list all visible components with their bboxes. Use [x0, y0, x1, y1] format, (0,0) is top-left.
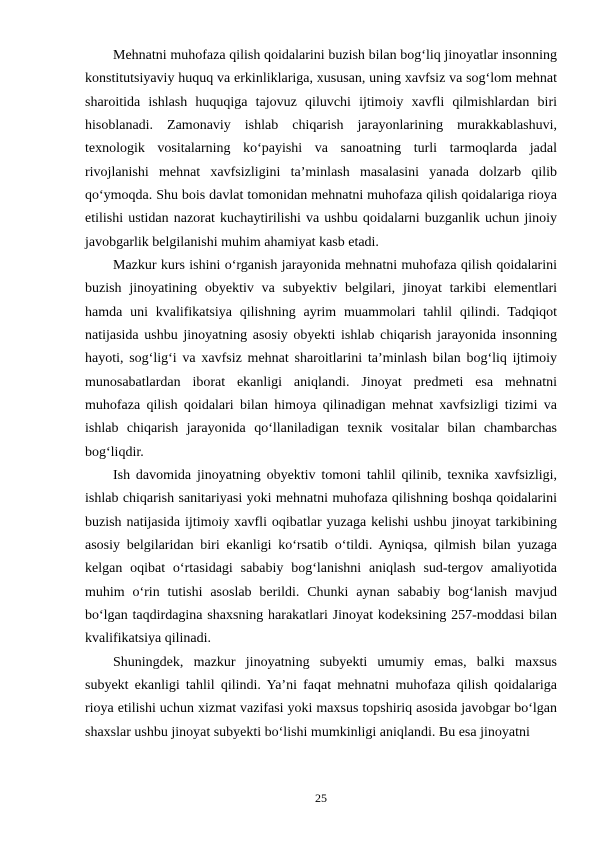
paragraph-1: Mehnatni muhofaza qilish qoidalarini buzish bilan bog‘liq jinoyatlar insonning konstitutsiyaviy huquq va erkinliklariga, xususan, uning xavfsiz va sog‘lom mehnat sharoitida ishlash huquqiga tajovuz qiluvchi ijtimoiy xavfli qilmishlardan biri hisoblanadi. Zamonaviy ishlab chiqarish jarayonlarining murakkablashuvi, texnologik vositalarning ko‘payishi va sanoatning turli tarmoqlarda jadal rivojlanishi mehnat xavfsizligini ta’minlash masalasini yanada dolzarb qilib qo‘ymoqda. Shu bois davlat tomonidan mehnatni muhofaza qilish qoidalariga rioya etilishi ustidan nazorat kuchaytirilishi va ushbu qoidalarni buzganlik uchun jinoiy javobgarlik belgilanishi muhim ahamiyat kasb etadi. — [85, 48, 557, 250]
paragraph-2: Mazkur kurs ishini o‘rganish jarayonida mehnatni muhofaza qilish qoidalarini buzish jinoyatining obyektiv va subyektiv belgilari, jinoyat tarkibi elementlari hamda uni kvalifikatsiya qilishning ayrim muammolari tahlil qilindi. Tadqiqot natijasida ushbu jinoyatning asosiy obyekti ishlab chiqarish jarayonida insonning hayoti, sog‘lig‘i va xavfsiz mehnat sharoitlarini ta’minlash bilan bog‘liq ijtimoiy munosabatlardan iborat ekanligi aniqlandi. Jinoyat predmeti esa mehnatni muhofaza qilish qoidalari bilan himoya qilinadigan mehnat xavfsizligi tizimi va ishlab chiqarish jarayonida qo‘llaniladigan texnik vositalar bilan chambarchas bog‘liqdir. — [85, 257, 557, 460]
page-number: 25 — [315, 791, 327, 805]
paragraph-4: Shuningdek, mazkur jinoyatning subyekti umumiy emas, balki maxsus subyekt ekanligi tahlil qilindi. Ya’ni faqat mehnatni muhofaza qilish qoidalariga rioya etilishi uchun xizmat vazifasi yoki maxsus topshiriq asosida javobgar bo‘lgan shaxslar ushbu jinoyat subyekti bo‘lishi mumkinligi aniqlandi. Bu esa jinoyatni — [85, 654, 557, 740]
paragraph-3: Ish davomida jinoyatning obyektiv tomoni tahlil qilinib, texnika xavfsizligi, ishlab chiqarish sanitariyasi yoki mehnatni muhofaza qilishning boshqa qoidalarini buzish natijasida ijtimoiy xavfli oqibatlar yuzaga kelishi ushbu jinoyat tarkibining asosiy belgilaridan biri ekanligi ko‘rsatib o‘tildi. Ayniqsa, qilmish bilan yuzaga kelgan oqibat o‘rtasidagi sababiy bog‘lanishni aniqlash sud-tergov amaliyotida muhim o‘rin tutishi asoslab berildi. Chunki aynan sababiy bog‘lanish mavjud bo‘lgan taqdirdagina shaxsning harakatlari Jinoyat kodeksining 257-moddasi bilan kvalifikatsiya qilinadi. — [85, 467, 557, 647]
document-body — [85, 44, 557, 744]
